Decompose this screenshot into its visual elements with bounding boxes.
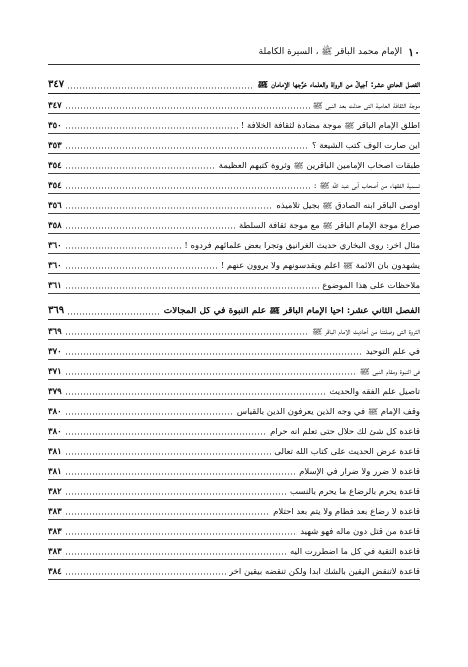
toc-page-number: ٣٨١ [48,446,62,457]
toc-entry-title: قاعدة كل شئ لك حلال حتى تعلم أنه حرام [270,427,420,436]
toc-page-number: ٣٤٧ [48,100,62,111]
toc-entry-row [48,380,420,400]
toc-leader-dots [65,373,357,375]
toc-leader-dots [65,493,287,495]
toc-entry-row [48,254,420,274]
header-rule [48,64,420,65]
toc-entry-row [48,420,420,440]
toc-leader-dots [65,247,182,249]
toc-leader-dots [65,287,320,289]
toc-page-number: ٣٨٣ [48,526,62,537]
toc-entry-title: قاعدة عرض الحديث على كتاب الله تعالى [274,447,420,456]
toc-page-number: ٣٥٣ [48,140,62,151]
toc-entry-title: ملاحظات على هذا الموضوع [322,281,420,290]
toc-leader-dots [65,167,216,169]
toc-leader-dots [65,413,234,415]
toc-leader-dots [65,207,274,209]
toc-entry-title: أين صارت ألوف كتب الشيعة ؟ [311,141,420,150]
toc-leader-dots [65,573,226,575]
running-header [48,44,420,60]
toc-page-number: ٣٥٤ [48,160,62,171]
toc-leader-dots [65,473,296,475]
toc-entry-title: في علم التوحيد [365,347,420,356]
toc-leader-dots [65,393,327,395]
toc-entry-row [48,360,420,380]
toc-page-number: ٣٨٢ [48,486,62,497]
toc-entry-title: في النبوة ومقام النبي ﷺ [359,367,420,376]
toc-entry-row [48,320,420,340]
toc-entry-row [48,520,420,540]
toc-entry-title: أوصى الباقر ابنه الصادق ﷺ بجيل تلاميذه [276,201,420,210]
toc-entry-title: وقف الإمام ﷺ في وجه الذين يعرفون الدين بالقياس [236,407,420,416]
toc-leader-dots [65,513,270,515]
toc-leader-dots [65,267,218,269]
toc-entry-row [48,480,420,500]
toc-chapter-row [48,68,420,94]
toc-page-number: ٣٦٩ [48,305,65,316]
toc-entry-title: الفصل الحادي عشر: أجيالٌ من الرواة والعلماء خرَّجها الإمامان ﷺ [257,81,420,90]
toc-entry-row [48,540,420,560]
toc-leader-dots [65,333,309,335]
toc-page-number: ٣٦٠ [48,260,62,271]
toc-entry-title: أطلق الإمام الباقر ﷺ موجة مضادة لثقافة الخلافة ! [240,121,420,130]
toc-leader-dots [65,533,297,535]
toc-page-number: ٣٦٠ [48,240,62,251]
toc-page-number: ٣٨٣ [48,506,62,517]
toc-leader-dots [65,227,236,229]
toc-page-number: ٣٧٩ [48,386,62,397]
toc-page-number: ٣٧٠ [48,346,62,357]
toc-entry-row [48,500,420,520]
toc-page-number: ٣٥٤ [48,180,62,191]
toc-entry-row [48,440,420,460]
toc-entry-title: قاعدة لاتنقض اليقين بالشك أبداً ولكن تنقضه بيقين آخر [228,567,420,576]
toc-leader-dots [65,147,309,149]
toc-leader-dots [65,107,310,109]
toc-leader-dots [67,87,254,89]
toc-entry-title: قاعدة لا ضرر ولا ضرار في الإسلام [299,467,420,476]
table-of-contents [48,68,420,580]
toc-entry-row [48,460,420,480]
toc-entry-row [48,274,420,294]
toc-entry-title: طبقات أصحاب الإمامين الباقرين ﷺ وثروة كتبهم العظيمة [218,161,420,170]
toc-page-number: ٣٤٧ [48,79,65,90]
toc-entry-title: تسمية الفقهاء من أصحاب أبي عبد الله ﷺ : [313,181,420,190]
toc-entry-row [48,234,420,254]
toc-page-number: ٣٥٠ [48,120,62,131]
toc-entry-row [48,134,420,154]
toc-entry-title: صراع موجة الإمام الباقر ﷺ مع موجة ثقافة السلطة [238,221,420,230]
toc-page-number: ٣٨٣ [48,546,62,557]
toc-entry-title: يشهدون بأن الأئمة ﷺ أعلم ويقدسونهم ولا يروون عنهم ! [220,261,420,270]
toc-entry-row [48,214,420,234]
toc-leader-dots [65,353,363,355]
toc-entry-row [48,194,420,214]
toc-page-number: ٣٨١ [48,466,62,477]
toc-entry-row [48,560,420,580]
toc-entry-row [48,174,420,194]
toc-entry-title: الفصل الثاني عشر: أحيا الإمام الباقر ﷺ علم النبوة في كل المجالات [163,307,420,316]
toc-page-number: ٣٨٠ [48,426,62,437]
toc-entry-row [48,94,420,114]
toc-leader-dots [67,313,161,315]
toc-leader-dots [65,453,272,455]
toc-page-number: ٣٨٤ [48,566,62,577]
toc-entry-row [48,154,420,174]
toc-entry-title: قاعدة لا رضاع بعد فطام ولا يتم بعد احتلام [273,507,420,516]
toc-page-number: ٣٦١ [48,280,62,291]
toc-entry-row [48,400,420,420]
toc-entry-title: مثال آخر: روى البخاري حديث الغرانيق وتجرأ بعض علمائهم فردوه ! [184,241,420,250]
toc-page-number: ٣٨٠ [48,406,62,417]
toc-page-number: ٣٥٨ [48,220,62,231]
toc-entry-title: الثروة التي وصلتنا من أحاديث الإمام الباقر ﷺ [312,327,420,336]
page-number: ١٠ [408,45,420,59]
toc-leader-dots [65,433,267,435]
toc-page-number: ٣٧١ [48,366,62,377]
toc-entry-title: موجة الثقافة العامية التي حدثت بعد النبي ﷺ [312,101,420,110]
toc-entry-title: قاعدة من قتل دون ماله فهو شهيد [300,527,420,536]
toc-entry-row [48,114,420,134]
toc-leader-dots [65,187,311,189]
toc-page-number: ٣٦٩ [48,326,62,337]
toc-leader-dots [65,553,287,555]
toc-entry-title: تأصيل علم الفقه والحديث [329,387,420,396]
toc-entry-row [48,340,420,360]
toc-chapter-row [48,294,420,320]
toc-entry-title: قاعدة التقية في كل ما اضطررت اليه [290,547,420,556]
toc-page-number: ٣٥٦ [48,200,62,211]
running-title: الإمام محمد الباقر ﷺ ، السيرة الكاملة [258,47,403,57]
toc-leader-dots [65,127,238,129]
toc-entry-title: قاعدة يحرم بالرضاع ما يحرم بالنسب [289,487,420,496]
